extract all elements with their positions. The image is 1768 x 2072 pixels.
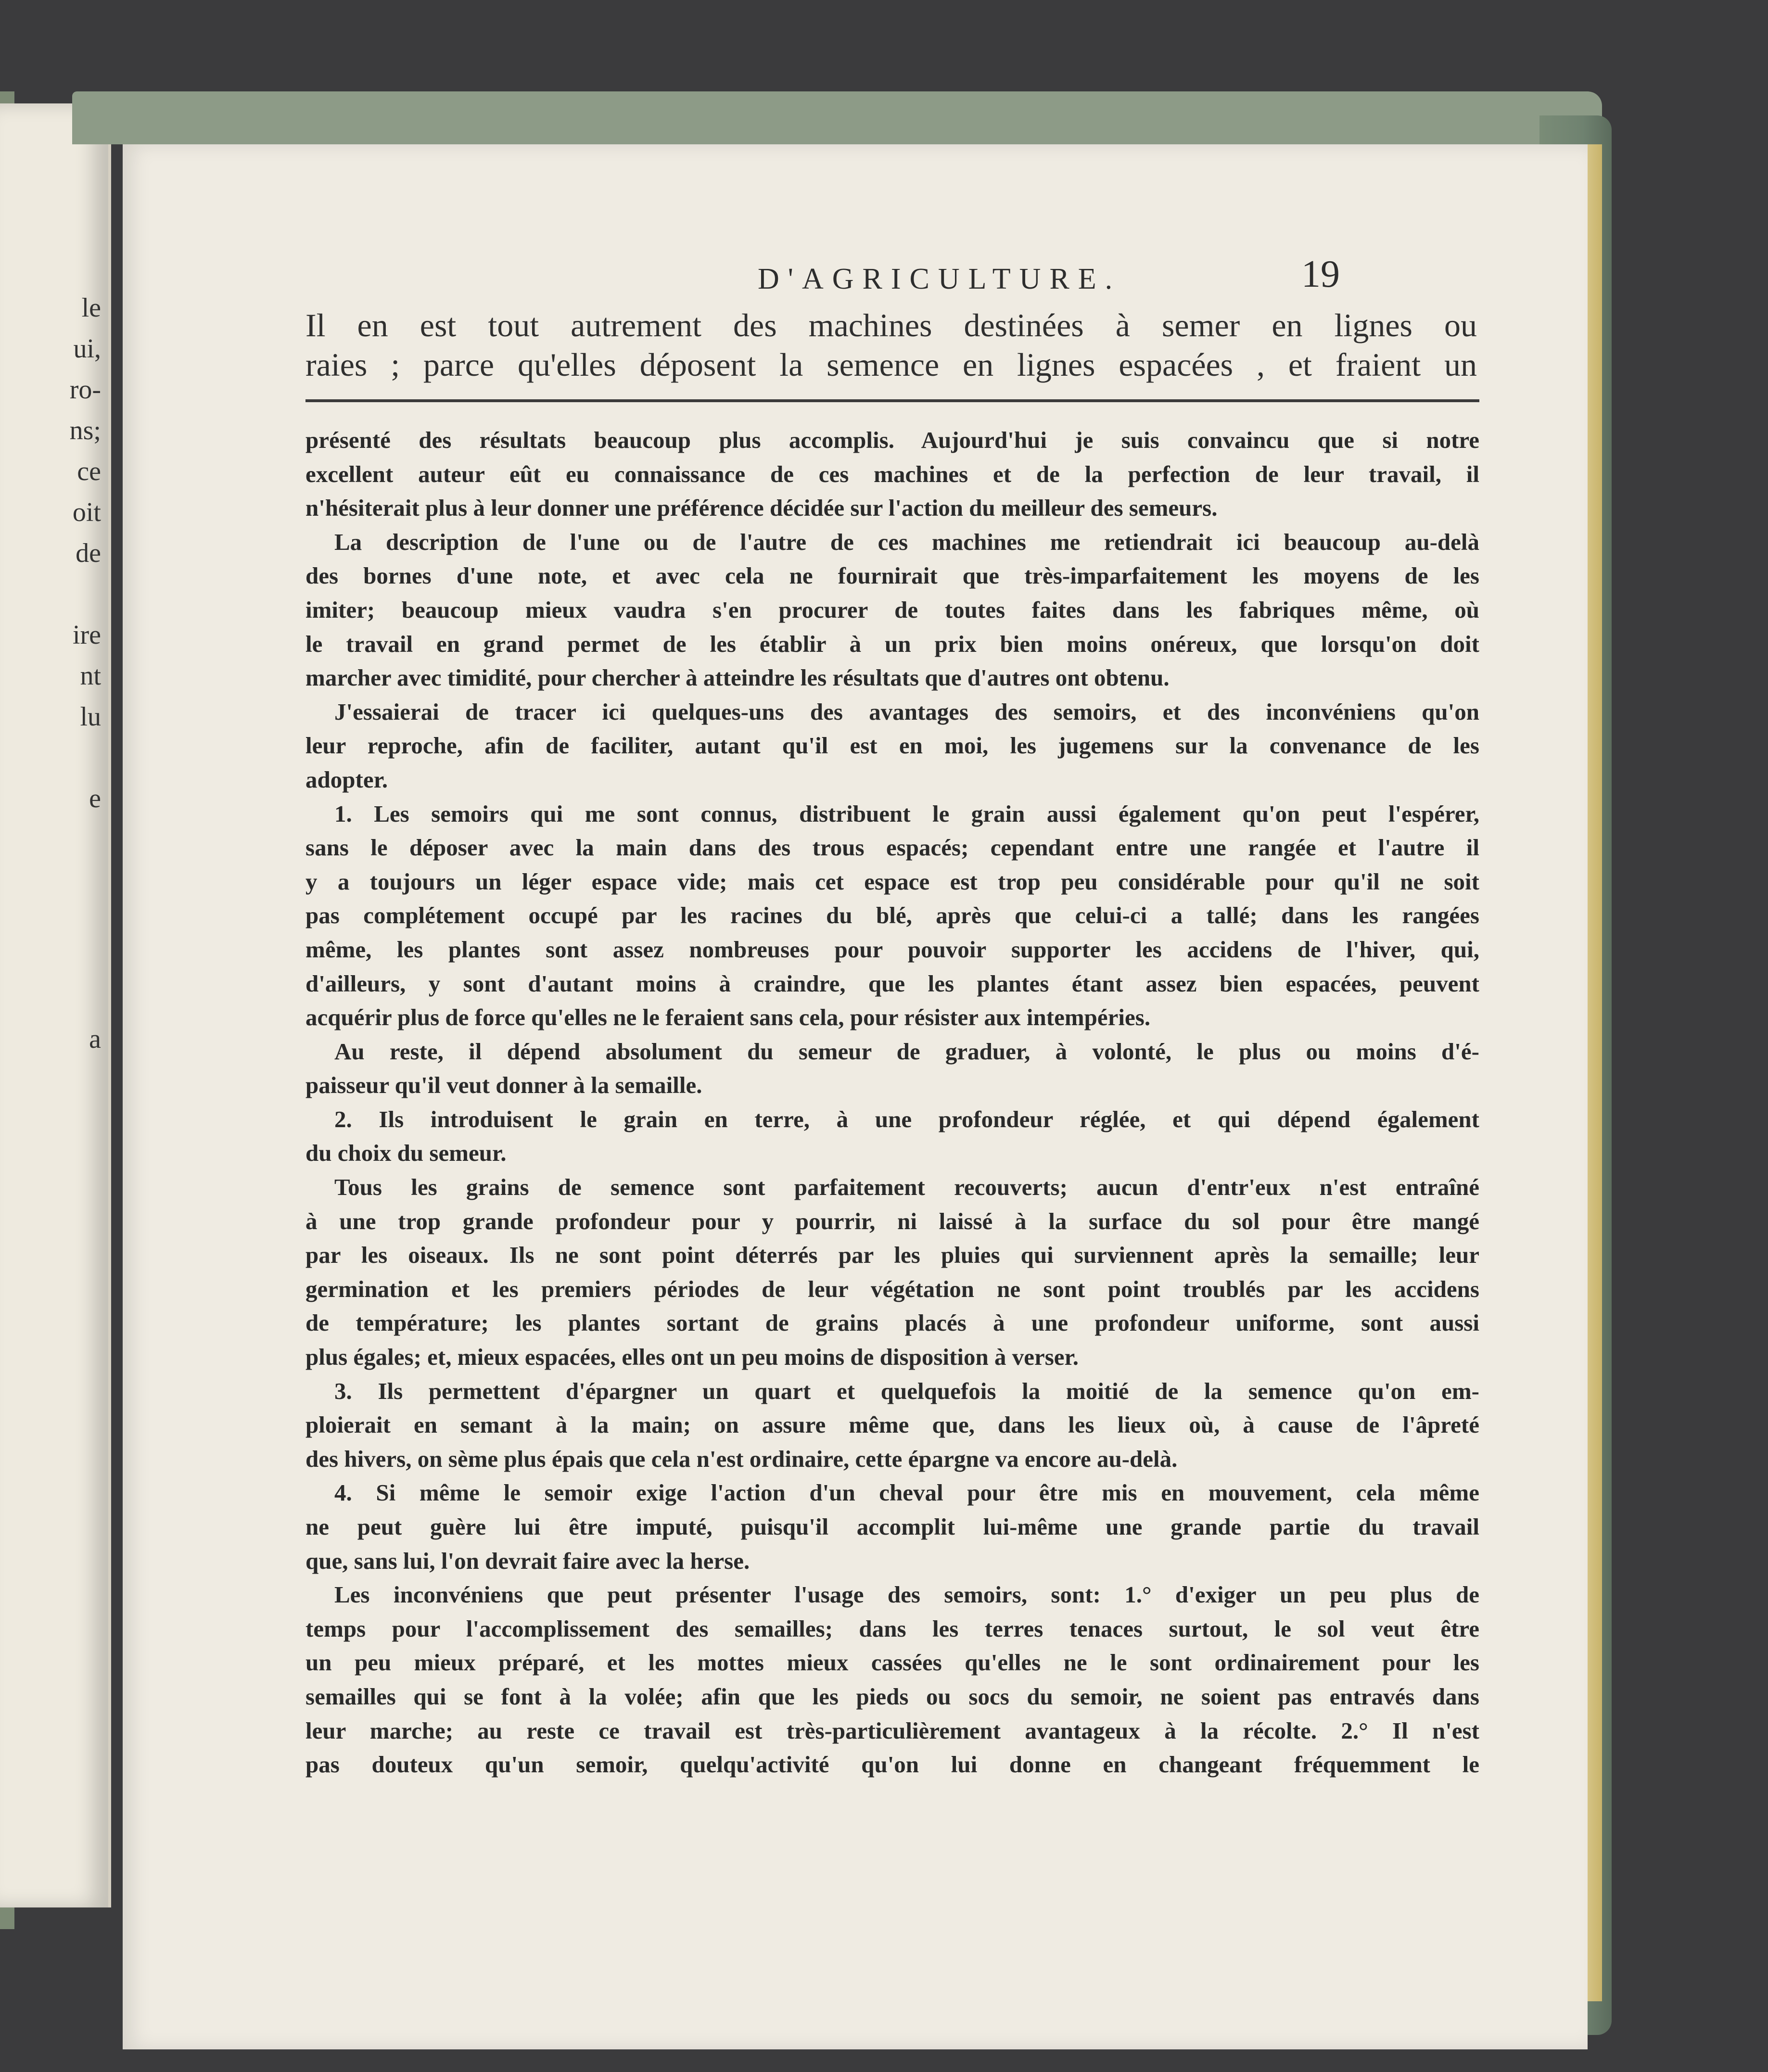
footnote-text <box>305 423 1479 1782</box>
page-number: 19 <box>1301 253 1340 295</box>
left-page-fragment: nt <box>80 661 101 691</box>
footnote-line: germination et les premiers périodes de leur végétation ne sont point troublés par les accidens <box>305 1275 1479 1302</box>
left-page-fragment: oit <box>72 497 101 527</box>
footnote-line: que, sans lui, l'on devrait faire avec la herse. <box>305 1547 750 1574</box>
footnote-line: temps pour l'accomplissement des semailles; dans les terres tenaces surtout, le sol veut être <box>305 1615 1479 1642</box>
footnote-rule <box>305 399 1479 402</box>
footnote-line: plus égales; et, mieux espacées, elles ont un peu moins de disposition à verser. <box>305 1344 1079 1371</box>
footnote-line: Les inconvéniens que peut présenter l'usage des semoirs, sont: 1.° d'exiger un peu plus de <box>334 1581 1479 1608</box>
left-page-fragment: de <box>76 538 101 568</box>
left-page-fragment: ui, <box>73 334 101 364</box>
footnote-line: par les oiseaux. Ils ne sont point déterrés par les pluies qui surviennent après la semaille; leur <box>305 1242 1479 1269</box>
footnote-line: y a toujours un léger espace vide; mais cet espace est trop peu considérable pour qu'il ne soit <box>305 868 1479 895</box>
main-text-line: raies ; parce qu'elles déposent la semence en lignes espacées , et fraient un <box>305 346 1477 383</box>
footnote-line: sans le déposer avec la main dans des trous espacés; cependant entre une rangée et l'autre il <box>305 834 1479 861</box>
book-cover-top <box>72 91 1602 144</box>
footnote-line: paisseur qu'il veut donner à la semaille. <box>305 1072 702 1099</box>
footnote-line: de température; les plantes sortant de grains placés à une profondeur uniforme, sont aussi <box>305 1309 1479 1336</box>
left-page-fragment: ro- <box>69 375 101 405</box>
left-page-fragment: ire <box>72 620 101 650</box>
running-head: D'AGRICULTURE. <box>758 263 1121 295</box>
footnote-line: 2. Ils introduisent le grain en terre, à une profondeur réglée, et qui dépend également <box>334 1106 1479 1132</box>
footnote-line: acquérir plus de force qu'elles ne le feraient sans cela, pour résister aux intempéries. <box>305 1004 1151 1031</box>
main-text <box>305 305 1477 384</box>
footnote-line: à une trop grande profondeur pour y pourrir, ni laissé à la surface du sol pour être mangé <box>305 1208 1479 1234</box>
left-page-fragment: e <box>89 784 101 814</box>
footnote-line: présenté des résultats beaucoup plus accomplis. Aujourd'hui je suis convaincu que si notre <box>305 427 1479 453</box>
left-page-fragment: ns; <box>69 416 101 445</box>
left-page-fragment: ce <box>77 457 101 486</box>
left-page-fragment: le <box>81 293 101 323</box>
footnote-line: un peu mieux préparé, et les mottes mieux cassées qu'elles ne le sont ordinairement pour les <box>305 1649 1479 1676</box>
footnote-line: du choix du semeur. <box>305 1140 507 1167</box>
footnote-line: adopter. <box>305 766 388 793</box>
footnote-line: Tous les grains de semence sont parfaitement recouverts; aucun d'entr'eux n'est entraîné <box>334 1174 1479 1201</box>
left-page-fragment: lu <box>80 702 101 732</box>
footnote-line: d'ailleurs, y sont d'autant moins à craindre, que les plantes étant assez bien espacées, peuvent <box>305 970 1479 997</box>
main-text-line: Il en est tout autrement des machines destinées à semer en lignes ou <box>305 307 1477 343</box>
footnote-line: 1. Les semoirs qui me sont connus, distribuent le grain aussi également qu'on peut l'espérer, <box>334 800 1479 827</box>
footnote-line: pas complétement occupé par les racines du blé, après que celui-ci a tallé; dans les rangées <box>305 902 1479 929</box>
book-page <box>123 144 1588 2049</box>
footnote-line: marcher avec timidité, pour chercher à atteindre les résultats que d'autres ont obtenu. <box>305 664 1170 691</box>
footnote-line: même, les plantes sont assez nombreuses pour pouvoir supporter les accidens de l'hiver, qui, <box>305 936 1479 963</box>
footnote-line: ne peut guère lui être imputé, puisqu'il accomplit lui-même une grande partie du travail <box>305 1513 1479 1540</box>
footnote-line: des hivers, on sème plus épais que cela n'est ordinaire, cette épargne va encore au-delà. <box>305 1445 1178 1472</box>
footnote-line: La description de l'une ou de l'autre de ces machines me retiendrait ici beaucoup au-delà <box>334 528 1479 555</box>
footnote-line: pas douteux qu'un semoir, quelqu'activité qu'on lui donne en changeant fréquemment le <box>305 1751 1479 1778</box>
footnote-line: n'hésiterait plus à leur donner une préférence décidée sur l'action du meilleur des semeurs. <box>305 495 1218 521</box>
left-page-fragment: a <box>89 1024 101 1054</box>
footnote-line: ploierait en semant à la main; on assure même que, dans les lieux où, à cause de l'âpreté <box>305 1411 1479 1438</box>
footnote-line: leur reproche, afin de faciliter, autant qu'il est en moi, les jugemens sur la convenance de les <box>305 732 1479 759</box>
footnote-line: le travail en grand permet de les établir à un prix bien moins onéreux, que lorsqu'on doit <box>305 630 1479 657</box>
footnote-line: semailles qui se font à la volée; afin que les pieds ou socs du semoir, ne soient pas entravés dans <box>305 1683 1479 1710</box>
footnote-line: leur marche; au reste ce travail est très-particulièrement avantageux à la récolte. 2.° Il n'est <box>305 1717 1479 1744</box>
footnote-line: 3. Ils permettent d'épargner un quart et quelquefois la moitié de la semence qu'on em- <box>334 1377 1479 1404</box>
footnote-line: des bornes d'une note, et avec cela ne fournirait que très-imparfaitement les moyens de les <box>305 562 1479 589</box>
footnote-line: Au reste, il dépend absolument du semeur de graduer, à volonté, le plus ou moins d'é- <box>334 1038 1479 1065</box>
left-page <box>0 103 111 1907</box>
footnote-line: J'essaierai de tracer ici quelques-uns des avantages des semoirs, et des inconvéniens qu'on <box>334 698 1479 725</box>
footnote-line: excellent auteur eût eu connaissance de ces machines et de la perfection de leur travail, il <box>305 460 1479 487</box>
footnote-line: 4. Si même le semoir exige l'action d'un cheval pour être mis en mouvement, cela même <box>334 1479 1479 1506</box>
footnote-line: imiter; beaucoup mieux vaudra s'en procurer de toutes faites dans les fabriques même, où <box>305 596 1479 623</box>
